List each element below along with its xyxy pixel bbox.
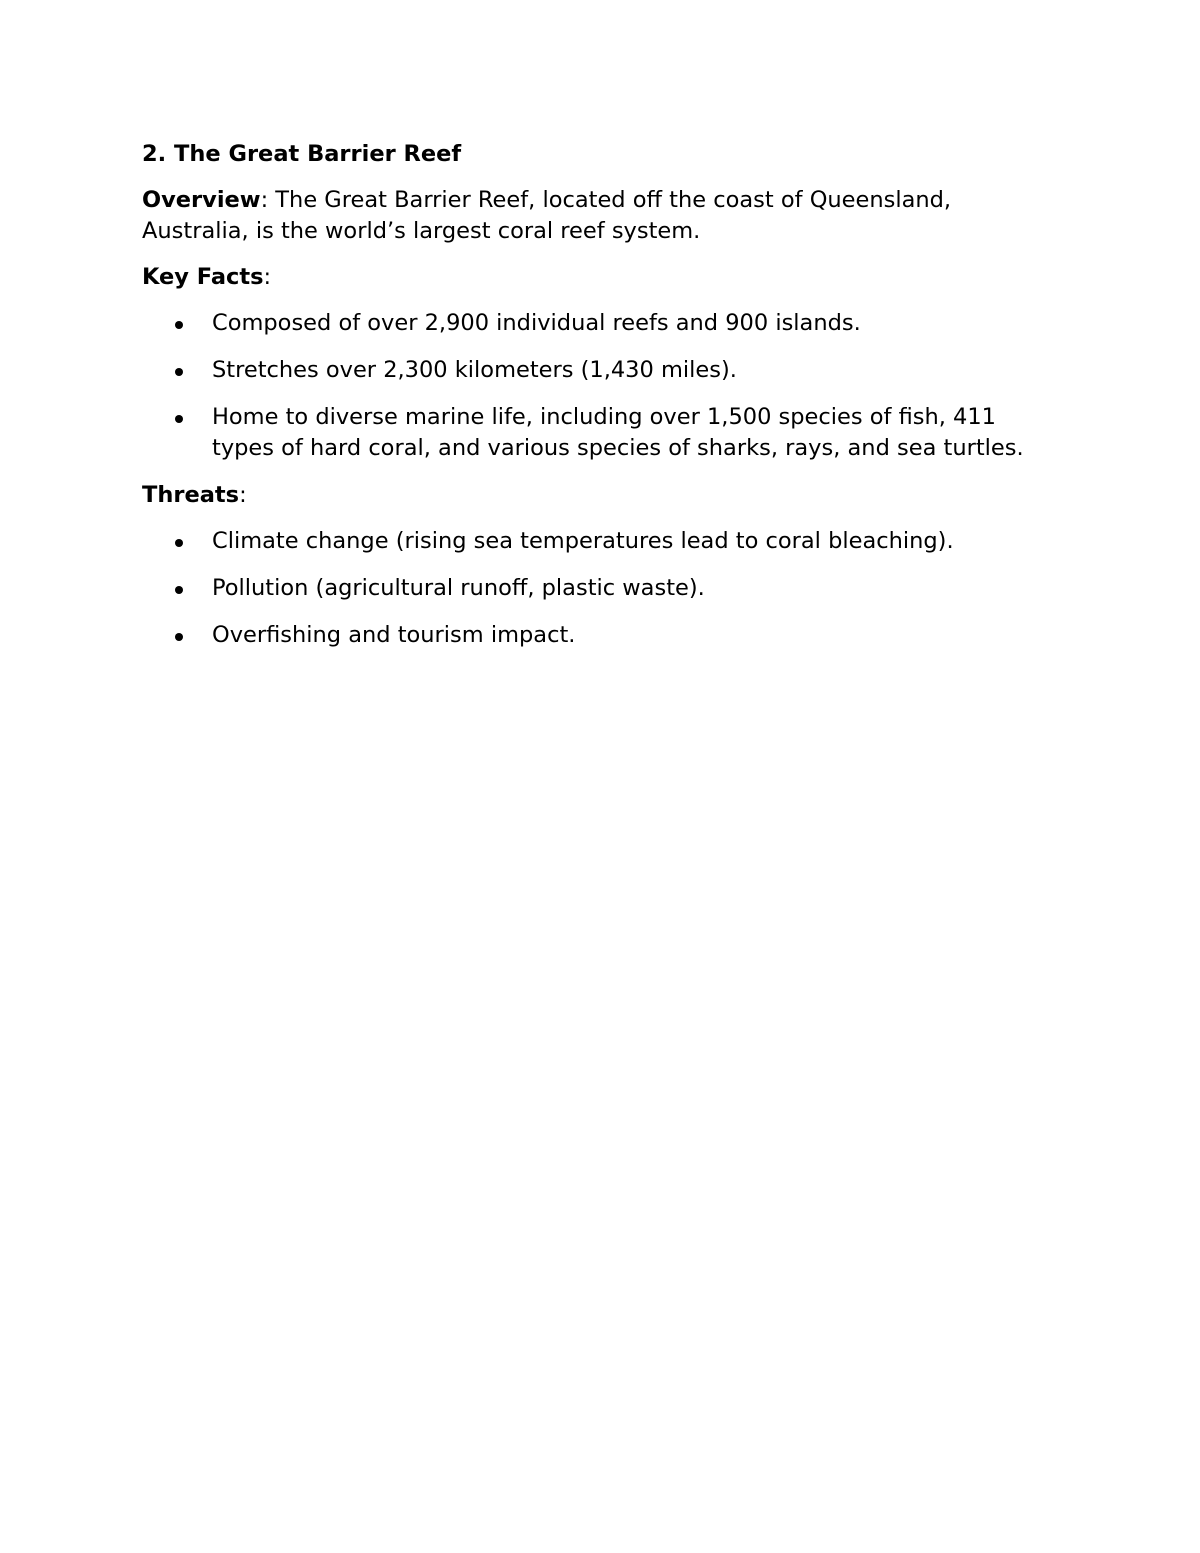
- list-item: [142, 402, 1062, 464]
- document-content: [142, 139, 1062, 667]
- overview-text: : The Great Barrier Reef, located off the coast of Queensland, Australia, is the world’s largest coral reef system.: [142, 187, 952, 244]
- key-facts-list: [142, 308, 1062, 464]
- key-facts-suffix: :: [263, 264, 272, 290]
- bullet-icon: [175, 321, 183, 329]
- threats-label: Threats: [142, 482, 240, 508]
- list-item: [142, 573, 1062, 604]
- section-heading: 2. The Great Barrier Reef: [142, 141, 462, 167]
- threats-suffix: :: [239, 482, 247, 508]
- bullet-icon: [175, 539, 183, 547]
- threats-heading: [142, 480, 1062, 511]
- bullet-icon: [175, 368, 183, 376]
- key-facts-label: Key Facts: [142, 264, 264, 290]
- bullet-icon: [175, 633, 183, 641]
- list-item-text: Pollution (agricultural runoff, plastic waste).: [212, 575, 705, 601]
- list-item: [142, 308, 1062, 339]
- overview-label: Overview: [142, 187, 261, 213]
- threats-list: [142, 526, 1062, 651]
- bullet-icon: [175, 586, 183, 594]
- list-item: [142, 526, 1062, 557]
- list-item-text: Climate change (rising sea temperatures lead to coral bleaching).: [212, 528, 954, 554]
- list-item-text: Composed of over 2,900 individual reefs and 900 islands.: [212, 310, 861, 336]
- list-item: [142, 355, 1062, 386]
- list-item-text: Home to diverse marine life, including over 1,500 species of fish, 411 types of hard coral, and various species of sharks, rays, and sea turtles.: [212, 404, 1024, 461]
- list-item: [142, 620, 1062, 651]
- overview-paragraph: [142, 185, 1062, 247]
- bullet-icon: [175, 415, 183, 423]
- key-facts-heading: [142, 262, 1062, 293]
- list-item-text: Stretches over 2,300 kilometers (1,430 miles).: [212, 357, 737, 383]
- list-item-text: Overfishing and tourism impact.: [212, 622, 576, 648]
